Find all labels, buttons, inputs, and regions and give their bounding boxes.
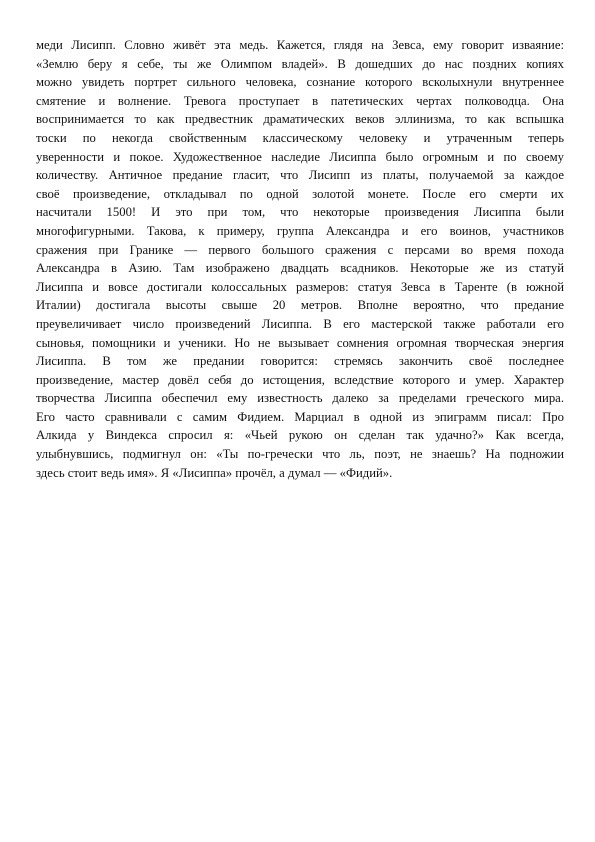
- text-line: многофигурными. Такова, к примеру, группа Александра и его воинов, участников: [36, 223, 564, 238]
- text-line: сыновья, помощники и ученики. Но не вызывает сомнения огромная творческая энергия: [36, 335, 564, 350]
- text-line: преувеличивает число произведений Лисиппа. В его мастерской также работали его: [36, 316, 564, 331]
- text-line: здесь стоит ведь имя». Я «Лисиппа» прочёл, а думал — «Фидий».: [36, 465, 393, 480]
- text-line: Лисиппа. В том же предании говорится: стремясь закончить своё последнее: [36, 354, 564, 369]
- text-line: меди Лисипп. Словно живёт эта медь. Кажется, глядя на Зевса, ему говорит изваяние:: [36, 38, 564, 52]
- text-line: произведение, мастер довёл себя до истощения, вследствие которого и умер. Характер: [36, 372, 564, 387]
- text-line: сражения при Гранике — первого большого сражения с персами во время похода: [36, 242, 564, 257]
- text-line: «Землю беру я себе, ты же Олимпом владей». В дошедших до нас поздних копиях: [36, 56, 564, 71]
- text-line: смятение и волнение. Тревога проступает в патетических чертах полководца. Она: [36, 93, 564, 108]
- text-line: Алкида у Виндекса спросил я: «Чьей рукою он сделан так удачно?» Как всегда,: [36, 428, 564, 443]
- text-line: уверенности и покое. Художественное наследие Лисиппа было огромным и по своему: [36, 149, 564, 164]
- body-text: [36, 36, 564, 482]
- text-line: своё произведение, откладывал по одной золотой монете. После его смерти их: [36, 186, 564, 201]
- text-line: улыбнувшись, подмигнул он: «Ты по-гречески что ль, поэт, не знаешь? На подножии: [36, 447, 564, 462]
- text-line: творчества Лисиппа обеспечил ему известность далеко за пределами греческого мира.: [36, 391, 564, 406]
- text-line: тоски по некогда свойственным классическому человеку и утраченным теперь: [36, 130, 564, 145]
- text-line: Италии) достигала высоты свыше 20 метров. Вполне вероятно, что предание: [36, 298, 564, 313]
- text-line: Лисиппа и вовсе достигали колоссальных размеров: статуя Зевса в Таренте (в южной: [36, 279, 564, 294]
- text-line: Александра в Азию. Там изображено двадцать всадников. Некоторые же из статуй: [36, 261, 564, 276]
- text-line: насчитали 1500! И это при том, что некоторые произведения Лисиппа были: [36, 205, 564, 220]
- text-line: количеству. Античное предание гласит, что Лисипп из платы, получаемой за каждое: [36, 168, 564, 183]
- text-line: Его часто сравнивали с самим Фидием. Марциал в одной из эпиграмм писал: Про: [36, 409, 564, 424]
- text-line: можно увидеть портрет сильного человека, сознание которого всколыхнули внутреннее: [36, 75, 564, 90]
- text-line: воспринимается то как предвестник драматических веков эллинизма, то как вспышка: [36, 112, 564, 127]
